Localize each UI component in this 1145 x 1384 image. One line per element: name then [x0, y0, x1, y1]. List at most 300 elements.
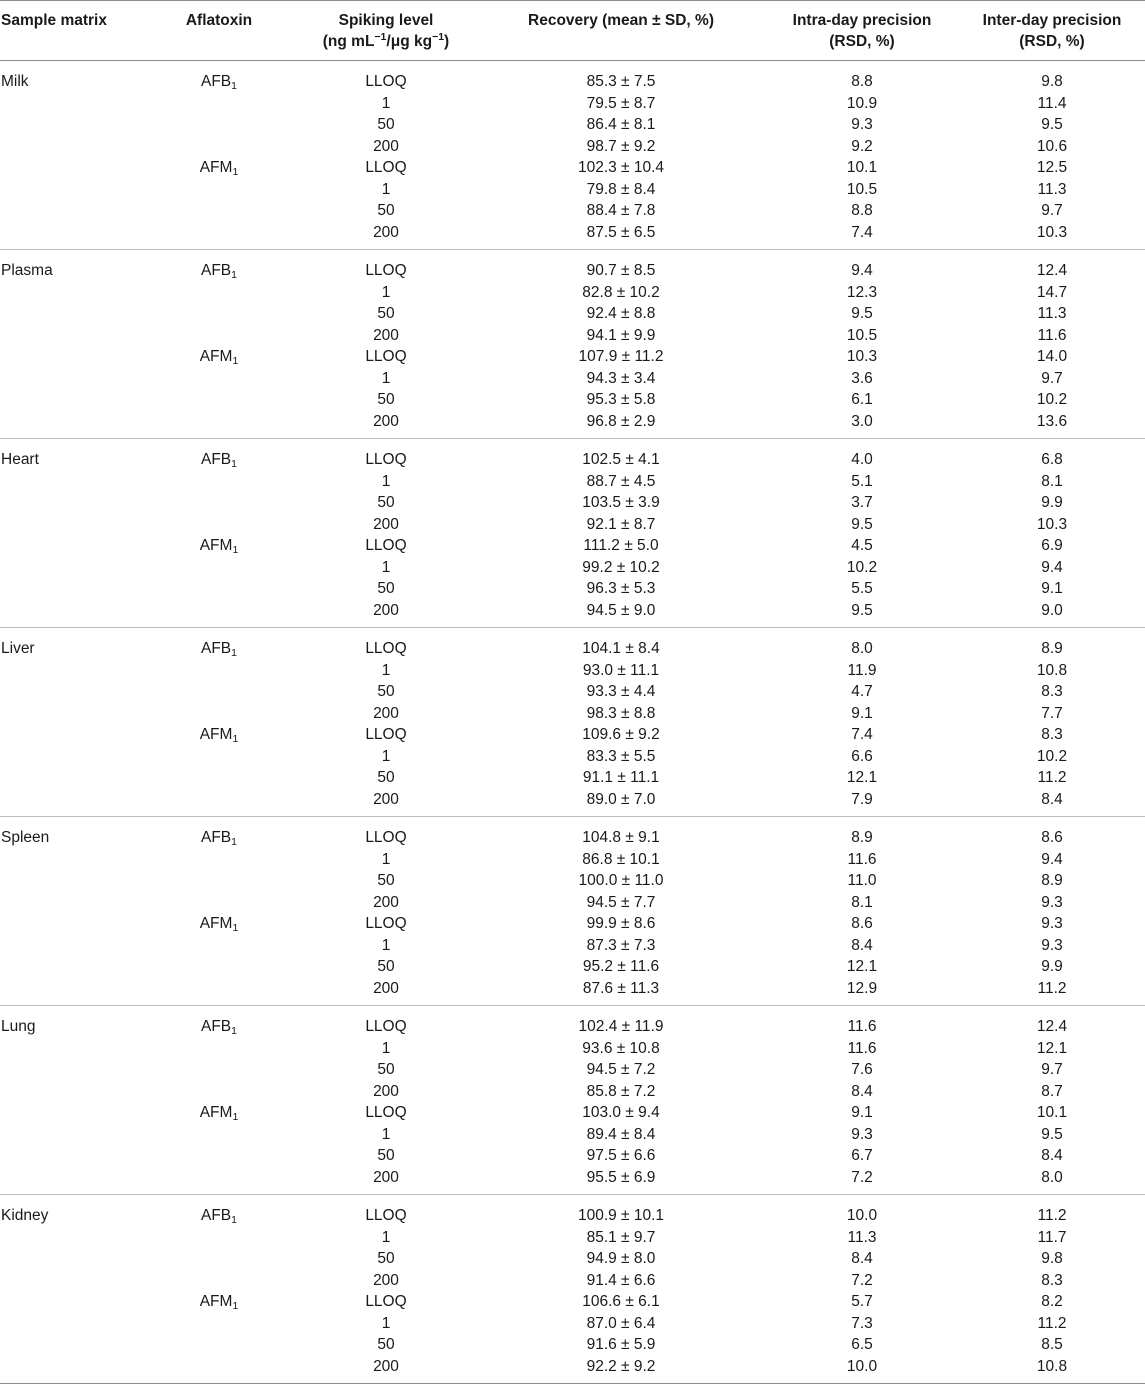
matrix-group: [0, 628, 1145, 817]
cell-aflatoxin: $AFB_1$: [201, 829, 237, 848]
cell-spiking-level: 200: [373, 979, 399, 997]
cell-intra-day: 9.3: [851, 1125, 873, 1143]
cell-inter-day: 8.9: [1041, 640, 1063, 657]
cell-spiking-level: 50: [377, 1061, 395, 1078]
cell-aflatoxin: $AFB_1$: [201, 73, 237, 92]
cell-intra-day: 7.4: [851, 223, 873, 241]
cell-recovery: 103.5 ± 3.9: [582, 494, 660, 511]
cell-recovery: 92.4 ± 8.8: [586, 305, 656, 322]
table-row: [0, 681, 1145, 703]
cell-inter-day: 8.1: [1041, 472, 1063, 490]
cell-recovery: 94.5 ± 7.7: [586, 893, 656, 911]
cell-intra-day: 6.7: [851, 1147, 873, 1164]
cell-spiking-level: LLOQ: [365, 159, 407, 176]
cell-intra-day: 10.0: [846, 1357, 878, 1375]
cell-inter-day: 7.7: [1041, 704, 1063, 722]
table-row: [0, 389, 1145, 411]
table-row: [0, 746, 1145, 768]
cell-spiking-level: 1: [381, 369, 391, 387]
cell-recovery: 95.3 ± 5.8: [586, 391, 656, 408]
cell-intra-day: 8.9: [851, 829, 873, 846]
cell-spiking-level: LLOQ: [365, 915, 407, 932]
table-row: [0, 346, 1145, 368]
cell-recovery: 95.2 ± 11.6: [582, 958, 660, 975]
cell-recovery: 91.1 ± 11.1: [582, 769, 660, 786]
cell-inter-day: 9.7: [1041, 1061, 1063, 1078]
cell-recovery: 93.3 ± 4.4: [586, 683, 656, 700]
cell-spiking-level: 1: [381, 661, 391, 679]
cell-intra-day: 4.0: [851, 451, 873, 468]
cell-intra-day: 3.0: [851, 412, 873, 430]
cell-inter-day: 10.8: [1036, 661, 1068, 679]
cell-inter-day: 8.4: [1041, 790, 1063, 808]
cell-recovery: 97.5 ± 6.6: [586, 1147, 656, 1164]
cell-recovery: 79.5 ± 8.7: [586, 94, 656, 112]
cell-inter-day: 9.8: [1041, 1250, 1063, 1267]
cell-inter-day: 8.2: [1041, 1293, 1063, 1310]
cell-intra-day: 10.5: [846, 326, 878, 344]
cell-recovery: 94.9 ± 8.0: [586, 1250, 656, 1267]
cell-intra-day: 7.4: [851, 726, 873, 743]
cell-recovery: 86.4 ± 8.1: [586, 116, 656, 133]
cell-recovery: 79.8 ± 8.4: [586, 180, 656, 198]
cell-spiking-level: LLOQ: [365, 537, 407, 554]
table-row: [0, 303, 1145, 325]
cell-spiking-level: 50: [377, 116, 395, 133]
table-row: [0, 1102, 1145, 1124]
cell-aflatoxin: $AFB_1$: [201, 451, 237, 470]
cell-inter-day: 9.3: [1041, 893, 1063, 911]
cell-intra-day: 5.7: [851, 1293, 873, 1310]
cell-spiking-level: LLOQ: [365, 348, 407, 365]
cell-spiking-level: 1: [381, 94, 391, 112]
cell-recovery: 86.8 ± 10.1: [582, 850, 660, 868]
cell-spiking-level: 50: [377, 580, 395, 597]
cell-recovery: 98.7 ± 9.2: [586, 137, 656, 155]
header-recovery: Recovery (mean ± SD, %): [528, 12, 714, 29]
cell-inter-day: 11.2: [1037, 1207, 1067, 1224]
cell-inter-day: 13.6: [1036, 412, 1068, 430]
cell-recovery: 87.5 ± 6.5: [586, 223, 656, 241]
cell-intra-day: 7.2: [851, 1168, 873, 1186]
cell-sample-matrix: Spleen: [1, 829, 50, 846]
cell-recovery: 87.3 ± 7.3: [586, 936, 656, 954]
cell-inter-day: 8.5: [1041, 1336, 1063, 1353]
cell-spiking-level: 50: [377, 494, 395, 511]
table-row: [0, 935, 1145, 957]
table-row: [0, 789, 1145, 811]
cell-spiking-level: 1: [381, 1039, 391, 1057]
cell-spiking-level: 200: [373, 601, 399, 619]
cell-recovery: 85.1 ± 9.7: [586, 1228, 656, 1246]
cell-inter-day: 11.4: [1037, 94, 1067, 112]
cell-spiking-level: 200: [373, 223, 399, 241]
cell-spiking-level: 200: [373, 893, 399, 911]
cell-aflatoxin: $AFM_1$: [199, 537, 239, 556]
cell-intra-day: 6.5: [851, 1336, 873, 1353]
cell-intra-day: 8.4: [851, 1250, 873, 1267]
cell-intra-day: 3.7: [851, 494, 873, 511]
table-row: [0, 222, 1145, 244]
table-row: [0, 535, 1145, 557]
cell-inter-day: 10.8: [1036, 1357, 1068, 1375]
cell-intra-day: 10.5: [846, 180, 878, 198]
table-row: [0, 1227, 1145, 1249]
table-row: [0, 600, 1145, 622]
table-row: [0, 660, 1145, 682]
cell-inter-day: 11.2: [1037, 979, 1067, 997]
cell-inter-day: 14.7: [1036, 283, 1068, 301]
cell-aflatoxin: $AFM_1$: [199, 348, 239, 367]
cell-intra-day: 11.6: [847, 1039, 877, 1057]
cell-aflatoxin: $AFB_1$: [201, 1018, 237, 1037]
cell-intra-day: 8.4: [851, 1082, 873, 1100]
table-row: [0, 870, 1145, 892]
table-row: [0, 724, 1145, 746]
cell-spiking-level: LLOQ: [365, 451, 407, 468]
table-row: [0, 471, 1145, 493]
cell-spiking-level: 200: [373, 1168, 399, 1186]
table-row: [0, 1081, 1145, 1103]
cell-spiking-level: 50: [377, 305, 395, 322]
cell-spiking-level: 200: [373, 515, 399, 533]
cell-intra-day: 7.2: [851, 1271, 873, 1289]
table-row: [0, 892, 1145, 914]
cell-intra-day: 7.3: [851, 1314, 873, 1332]
header-inter-day-precision: Inter-day precision (RSD, %): [982, 12, 1122, 50]
table-row: [0, 1038, 1145, 1060]
cell-spiking-level: 1: [381, 283, 391, 301]
cell-recovery: 92.2 ± 9.2: [586, 1357, 656, 1375]
cell-intra-day: 11.0: [847, 872, 877, 889]
cell-intra-day: 8.6: [851, 915, 873, 932]
cell-recovery: 94.3 ± 3.4: [586, 369, 656, 387]
cell-recovery: 93.0 ± 11.1: [582, 661, 660, 679]
table-row: [0, 578, 1145, 600]
cell-spiking-level: LLOQ: [365, 1207, 407, 1224]
cell-aflatoxin: $AFB_1$: [201, 262, 237, 281]
table-row: [0, 1291, 1145, 1313]
table-row: [0, 411, 1145, 433]
cell-inter-day: 11.2: [1037, 769, 1067, 786]
table-row: [0, 260, 1145, 282]
table-row: [0, 1059, 1145, 1081]
cell-inter-day: 8.0: [1041, 1168, 1063, 1186]
cell-inter-day: 9.8: [1041, 73, 1063, 90]
matrix-group: [0, 250, 1145, 439]
table-row: [0, 71, 1145, 93]
cell-intra-day: 12.3: [846, 283, 878, 301]
table-row: [0, 913, 1145, 935]
cell-intra-day: 10.2: [846, 558, 878, 576]
cell-recovery: 100.0 ± 11.0: [578, 872, 664, 889]
cell-spiking-level: 200: [373, 1271, 399, 1289]
cell-inter-day: 9.9: [1041, 494, 1063, 511]
cell-inter-day: 10.3: [1036, 515, 1068, 533]
table-row: [0, 849, 1145, 871]
cell-spiking-level: 200: [373, 1082, 399, 1100]
cell-inter-day: 6.9: [1041, 537, 1063, 554]
cell-recovery: 107.9 ± 11.2: [578, 348, 664, 365]
table-row: [0, 703, 1145, 725]
matrix-group: [0, 1006, 1145, 1195]
table-row: [0, 514, 1145, 536]
cell-intra-day: 3.6: [851, 369, 873, 387]
table-row: [0, 179, 1145, 201]
cell-intra-day: 9.2: [851, 137, 873, 155]
cell-spiking-level: LLOQ: [365, 726, 407, 743]
cell-recovery: 94.1 ± 9.9: [586, 326, 656, 344]
cell-inter-day: 9.4: [1041, 558, 1063, 576]
cell-intra-day: 4.5: [851, 537, 873, 554]
table-row: [0, 638, 1145, 660]
cell-spiking-level: 200: [373, 326, 399, 344]
matrix-group: [0, 439, 1145, 628]
cell-sample-matrix: Plasma: [1, 262, 53, 279]
cell-inter-day: 9.5: [1041, 1125, 1063, 1143]
cell-inter-day: 10.3: [1036, 223, 1068, 241]
matrix-group: [0, 61, 1145, 250]
cell-spiking-level: 200: [373, 704, 399, 722]
header-spiking-level: Spiking level (ng $mL^{-1}/\mu g$ $kg^{-1}$): [300, 10, 472, 52]
cell-intra-day: 6.6: [851, 747, 873, 765]
header-sample-matrix: Sample matrix: [1, 12, 107, 29]
cell-inter-day: 11.3: [1037, 305, 1067, 322]
cell-recovery: 104.8 ± 9.1: [582, 829, 660, 846]
table-row: [0, 1124, 1145, 1146]
cell-inter-day: 8.3: [1041, 1271, 1063, 1289]
cell-recovery: 102.3 ± 10.4: [577, 159, 665, 176]
cell-intra-day: 6.1: [851, 391, 873, 408]
cell-inter-day: 9.1: [1041, 580, 1063, 597]
cell-spiking-level: 200: [373, 1357, 399, 1375]
cell-intra-day: 8.1: [851, 893, 873, 911]
cell-recovery: 87.6 ± 11.3: [582, 979, 660, 997]
cell-intra-day: 9.1: [851, 1104, 873, 1121]
cell-recovery: 99.9 ± 8.6: [586, 915, 656, 932]
cell-recovery: 100.9 ± 10.1: [577, 1207, 665, 1224]
header-aflatoxin: Aflatoxin: [185, 12, 253, 29]
table-row: [0, 136, 1145, 158]
cell-spiking-level: 50: [377, 202, 395, 219]
cell-spiking-level: 1: [381, 850, 391, 868]
cell-recovery: 106.6 ± 6.1: [582, 1293, 660, 1310]
cell-inter-day: 6.8: [1041, 451, 1063, 468]
cell-recovery: 95.5 ± 6.9: [586, 1168, 656, 1186]
table-row: [0, 449, 1145, 471]
cell-spiking-level: 1: [381, 1125, 391, 1143]
cell-spiking-level: 1: [381, 1314, 391, 1332]
table-row: [0, 1356, 1145, 1378]
cell-spiking-level: 1: [381, 1228, 391, 1246]
cell-recovery: 94.5 ± 7.2: [586, 1061, 656, 1078]
cell-spiking-level: 1: [381, 747, 391, 765]
cell-intra-day: 11.3: [847, 1228, 877, 1246]
cell-inter-day: 10.6: [1036, 137, 1068, 155]
cell-intra-day: 9.4: [851, 262, 873, 279]
cell-spiking-level: LLOQ: [365, 1104, 407, 1121]
cell-recovery: 88.7 ± 4.5: [586, 472, 656, 490]
cell-inter-day: 10.2: [1036, 747, 1068, 765]
cell-intra-day: 8.8: [851, 73, 873, 90]
cell-intra-day: 5.5: [851, 580, 873, 597]
cell-intra-day: 10.0: [846, 1207, 878, 1224]
table-row: [0, 978, 1145, 1000]
cell-sample-matrix: Lung: [1, 1018, 36, 1035]
cell-inter-day: 9.9: [1041, 958, 1063, 975]
cell-intra-day: 4.7: [851, 683, 873, 700]
cell-inter-day: 9.7: [1041, 202, 1063, 219]
cell-intra-day: 9.3: [851, 116, 873, 133]
cell-intra-day: 9.5: [851, 515, 873, 533]
cell-inter-day: 8.3: [1041, 683, 1063, 700]
cell-spiking-level: LLOQ: [365, 1293, 407, 1310]
cell-recovery: 83.3 ± 5.5: [586, 747, 656, 765]
cell-aflatoxin: $AFM_1$: [199, 159, 239, 178]
cell-aflatoxin: $AFM_1$: [199, 915, 239, 934]
cell-sample-matrix: Milk: [1, 73, 29, 90]
cell-recovery: 91.4 ± 6.6: [586, 1271, 656, 1289]
cell-recovery: 91.6 ± 5.9: [586, 1336, 656, 1353]
cell-spiking-level: 1: [381, 558, 391, 576]
cell-aflatoxin: $AFM_1$: [199, 1104, 239, 1123]
cell-recovery: 102.5 ± 4.1: [582, 451, 660, 468]
cell-inter-day: 9.5: [1041, 116, 1063, 133]
cell-recovery: 88.4 ± 7.8: [586, 202, 656, 219]
cell-spiking-level: LLOQ: [365, 640, 407, 657]
table-row: [0, 557, 1145, 579]
cell-recovery: 85.8 ± 7.2: [586, 1082, 656, 1100]
header-spiking-units: (ng $mL^{-1}/\mu g$ $kg^{-1}$): [322, 31, 450, 50]
cell-inter-day: 9.0: [1041, 601, 1063, 619]
cell-spiking-level: 50: [377, 872, 395, 889]
table-row: [0, 1167, 1145, 1189]
cell-aflatoxin: $AFB_1$: [201, 640, 237, 659]
cell-spiking-level: 1: [381, 472, 391, 490]
cell-inter-day: 11.7: [1037, 1228, 1067, 1246]
cell-inter-day: 9.3: [1041, 936, 1063, 954]
cell-spiking-level: 200: [373, 137, 399, 155]
cell-recovery: 85.3 ± 7.5: [586, 73, 656, 90]
cell-intra-day: 8.8: [851, 202, 873, 219]
cell-inter-day: 12.4: [1036, 262, 1068, 279]
cell-recovery: 93.6 ± 10.8: [582, 1039, 660, 1057]
cell-spiking-level: LLOQ: [365, 1018, 407, 1035]
cell-inter-day: 9.4: [1041, 850, 1063, 868]
cell-inter-day: 8.7: [1041, 1082, 1063, 1100]
table-row: [0, 93, 1145, 115]
table-row: [0, 114, 1145, 136]
cell-inter-day: 8.6: [1041, 829, 1063, 846]
table-row: [0, 1016, 1145, 1038]
cell-aflatoxin: $AFB_1$: [201, 1207, 237, 1226]
cell-intra-day: 11.6: [847, 1018, 877, 1035]
cell-inter-day: 12.5: [1036, 159, 1068, 176]
cell-recovery: 111.2 ± 5.0: [583, 537, 659, 554]
table-row: [0, 1313, 1145, 1335]
table-row: [0, 282, 1145, 304]
cell-spiking-level: LLOQ: [365, 829, 407, 846]
cell-intra-day: 10.1: [846, 159, 878, 176]
cell-intra-day: 9.5: [851, 305, 873, 322]
table-row: [0, 368, 1145, 390]
cell-inter-day: 11.2: [1037, 1314, 1067, 1332]
cell-spiking-level: 1: [381, 936, 391, 954]
cell-spiking-level: 1: [381, 180, 391, 198]
cell-spiking-level: 50: [377, 683, 395, 700]
cell-intra-day: 8.0: [851, 640, 873, 657]
cell-recovery: 92.1 ± 8.7: [586, 515, 656, 533]
cell-recovery: 90.7 ± 8.5: [586, 262, 656, 279]
cell-inter-day: 12.4: [1036, 1018, 1068, 1035]
table-body: [0, 61, 1145, 1384]
table-header: [0, 1, 1145, 61]
cell-inter-day: 10.2: [1036, 391, 1068, 408]
table-row: [0, 767, 1145, 789]
cell-recovery: 96.3 ± 5.3: [586, 580, 656, 597]
cell-aflatoxin: $AFM_1$: [199, 1293, 239, 1312]
cell-intra-day: 12.9: [846, 979, 878, 997]
cell-intra-day: 9.1: [851, 704, 873, 722]
cell-spiking-level: 200: [373, 412, 399, 430]
cell-sample-matrix: Liver: [1, 640, 35, 657]
table-row: [0, 325, 1145, 347]
cell-inter-day: 8.3: [1041, 726, 1063, 743]
table-row: [0, 1270, 1145, 1292]
cell-inter-day: 12.1: [1036, 1039, 1068, 1057]
cell-aflatoxin: $AFM_1$: [199, 726, 239, 745]
cell-recovery: 89.0 ± 7.0: [586, 790, 656, 808]
table-row: [0, 200, 1145, 222]
cell-recovery: 104.1 ± 8.4: [582, 640, 660, 657]
table-row: [0, 157, 1145, 179]
cell-spiking-level: LLOQ: [365, 262, 407, 279]
cell-recovery: 82.8 ± 10.2: [582, 283, 660, 301]
cell-intra-day: 9.5: [851, 601, 873, 619]
cell-recovery: 96.8 ± 2.9: [586, 412, 656, 430]
cell-spiking-level: 50: [377, 1336, 395, 1353]
cell-intra-day: 12.1: [846, 769, 878, 786]
cell-intra-day: 10.9: [846, 94, 878, 112]
cell-recovery: 99.2 ± 10.2: [582, 558, 660, 576]
cell-recovery: 103.0 ± 9.4: [582, 1104, 660, 1121]
cell-inter-day: 9.7: [1041, 369, 1063, 387]
cell-inter-day: 8.4: [1041, 1147, 1063, 1164]
table-row: [0, 827, 1145, 849]
table-row: [0, 956, 1145, 978]
cell-inter-day: 10.1: [1036, 1104, 1068, 1121]
cell-intra-day: 10.3: [846, 348, 878, 365]
table-row: [0, 1145, 1145, 1167]
cell-intra-day: 11.6: [847, 850, 877, 868]
cell-intra-day: 11.9: [847, 661, 877, 679]
cell-intra-day: 7.6: [851, 1061, 873, 1078]
cell-inter-day: 9.3: [1041, 915, 1063, 932]
cell-recovery: 87.0 ± 6.4: [586, 1314, 656, 1332]
cell-inter-day: 8.9: [1041, 872, 1063, 889]
cell-sample-matrix: Kidney: [1, 1207, 49, 1224]
cell-intra-day: 12.1: [846, 958, 878, 975]
cell-recovery: 89.4 ± 8.4: [586, 1125, 656, 1143]
cell-recovery: 109.6 ± 9.2: [582, 726, 660, 743]
table-row: [0, 492, 1145, 514]
cell-inter-day: 14.0: [1036, 348, 1068, 365]
cell-intra-day: 7.9: [851, 790, 873, 808]
cell-inter-day: 11.6: [1037, 326, 1067, 344]
cell-spiking-level: 50: [377, 769, 395, 786]
cell-recovery: 98.3 ± 8.8: [586, 704, 656, 722]
cell-inter-day: 11.3: [1037, 180, 1067, 198]
